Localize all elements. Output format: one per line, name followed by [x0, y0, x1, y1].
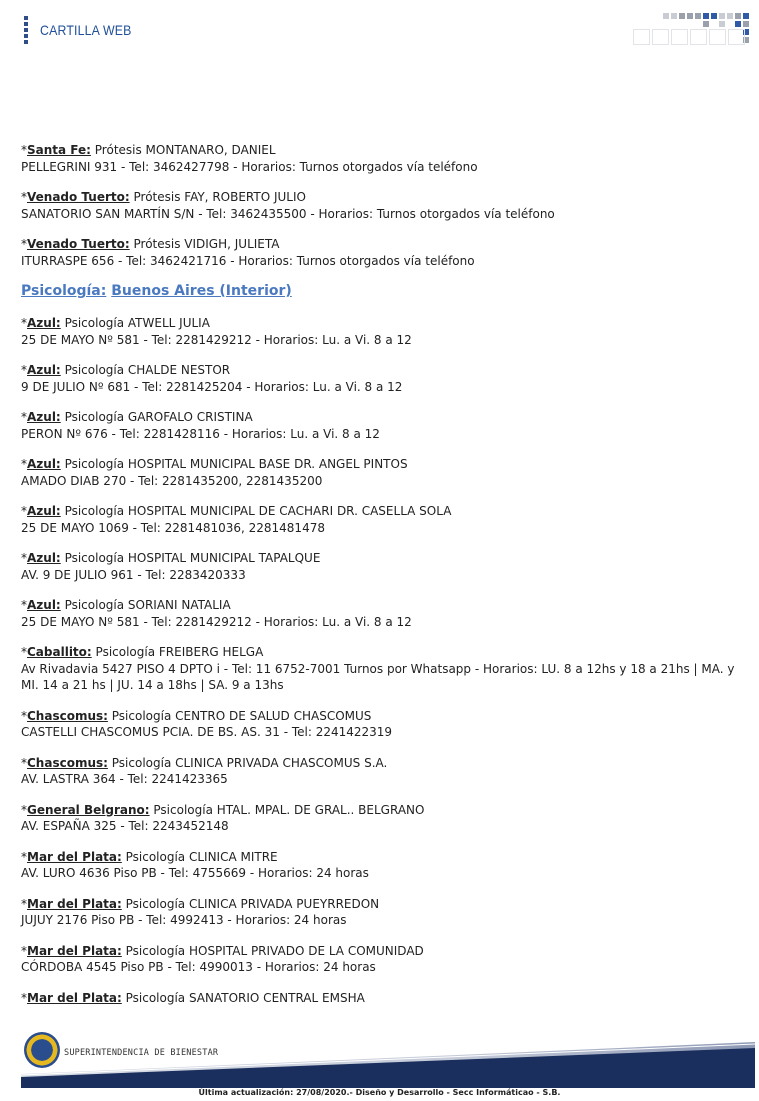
- grid-outline: [709, 29, 726, 45]
- footer-banner: [21, 1030, 755, 1088]
- entry-heading: *Chascomus: Psicología CLINICA PRIVADA CHASCOMUS S.A.: [21, 755, 388, 770]
- entry-list: [21, 315, 745, 1006]
- grid-square: [663, 13, 669, 19]
- entry-city-link[interactable]: Azul:: [27, 598, 61, 612]
- entry-service: Prótesis VIDIGH, JULIETA: [133, 237, 280, 251]
- entry-city-link[interactable]: Azul:: [27, 410, 61, 424]
- grid-square: [719, 13, 725, 19]
- entry-service: Psicología ATWELL JULIA: [64, 316, 210, 330]
- entry-city-link[interactable]: Mar del Plata:: [27, 943, 122, 958]
- section-category[interactable]: Psicología:: [21, 283, 107, 299]
- grid-square: [679, 13, 685, 19]
- directory-entry: [21, 597, 745, 630]
- entry-city-link[interactable]: Mar del Plata:: [27, 896, 122, 911]
- header-grid-decoration: [633, 13, 755, 47]
- grid-outline: [690, 29, 707, 45]
- directory-entry: [21, 644, 745, 694]
- entry-heading: *Azul: Psicología HOSPITAL MUNICIPAL TAPALQUE: [21, 551, 321, 565]
- institution-seal-icon: [24, 1032, 60, 1068]
- directory-entry: [21, 755, 745, 788]
- entry-city-link[interactable]: Venado Tuerto:: [27, 190, 130, 204]
- directory-entry: [21, 142, 745, 175]
- entry-city-link[interactable]: Azul:: [27, 457, 61, 471]
- entry-heading: *Azul: Psicología ATWELL JULIA: [21, 316, 210, 330]
- entry-service: Psicología CHALDE NESTOR: [64, 363, 231, 377]
- entry-city-link[interactable]: Mar del Plata:: [27, 849, 122, 864]
- page-header: [0, 0, 759, 60]
- entry-city-link[interactable]: Venado Tuerto:: [27, 237, 130, 251]
- entry-service: Psicología HOSPITAL MUNICIPAL TAPALQUE: [64, 551, 321, 565]
- footer-update-note: Última actualización: 27/08/2020.- Diseño y Desarrollo - Secc Informáticao - S.B.: [198, 1088, 561, 1097]
- grid-outline: [633, 29, 650, 45]
- directory-entry: [21, 990, 745, 1007]
- entry-detail: CASTELLI CHASCOMUS PCIA. DE BS. AS. 31 - Tel: 2241422319: [21, 725, 393, 739]
- entry-service: Psicología CLINICA PRIVADA PUEYRREDON: [125, 896, 380, 911]
- entry-service: Psicología FREIBERG HELGA: [95, 645, 264, 659]
- section-title[interactable]: [21, 283, 745, 299]
- directory-entry: [21, 362, 745, 395]
- entry-heading: *Azul: Psicología GAROFALO CRISTINA: [21, 410, 253, 424]
- directory-entry: [21, 802, 745, 835]
- entry-service: Psicología SANATORIO CENTRAL EMSHA: [125, 990, 365, 1005]
- entry-service: Psicología HOSPITAL PRIVADO DE LA COMUNIDAD: [125, 943, 424, 958]
- entry-heading: *Venado Tuerto: Prótesis FAY, ROBERTO JULIO: [21, 190, 306, 204]
- directory-entry: [21, 896, 745, 929]
- entry-service: Prótesis FAY, ROBERTO JULIO: [133, 190, 306, 204]
- entry-heading: *Venado Tuerto: Prótesis VIDIGH, JULIETA: [21, 237, 280, 251]
- entry-heading: *Mar del Plata: Psicología CLINICA MITRE: [21, 849, 278, 864]
- entry-service: Psicología HTAL. MPAL. DE GRAL.. BELGRANO: [153, 802, 425, 817]
- entry-heading: *Santa Fe: Prótesis MONTANARO, DANIEL: [21, 143, 276, 157]
- directory-entry: [21, 409, 745, 442]
- footer-org-name: SUPERINTENDENCIA DE BIENESTAR: [64, 1048, 219, 1058]
- directory-entry: [21, 315, 745, 348]
- entry-heading: *Azul: Psicología SORIANI NATALIA: [21, 598, 231, 612]
- directory-entry: [21, 943, 745, 976]
- directory-entry: [21, 236, 745, 269]
- grid-outline: [728, 29, 745, 45]
- grid-square: [703, 21, 709, 27]
- entry-heading: *General Belgrano: Psicología HTAL. MPAL. DE GRAL.. BELGRANO: [21, 802, 425, 817]
- entry-city-link[interactable]: Azul:: [27, 551, 61, 565]
- entry-detail: JUJUY 2176 Piso PB - Tel: 4992413 - Horarios: 24 horas: [21, 913, 347, 927]
- grid-square: [719, 21, 725, 27]
- entry-detail: 9 DE JULIO Nº 681 - Tel: 2281425204 - Horarios: Lu. a Vi. 8 a 12: [21, 379, 403, 394]
- entry-heading: *Caballito: Psicología FREIBERG HELGA: [21, 645, 264, 659]
- directory-entry: [21, 550, 745, 583]
- grid-square: [727, 13, 733, 19]
- page-footer: [21, 1030, 755, 1088]
- entry-city-link[interactable]: Santa Fe:: [27, 143, 91, 157]
- entry-city-link[interactable]: Chascomus:: [27, 708, 108, 723]
- entry-detail: 25 DE MAYO Nº 581 - Tel: 2281429212 - Horarios: Lu. a Vi. 8 a 12: [21, 332, 412, 347]
- grid-outline: [652, 29, 669, 45]
- directory-entry: [21, 189, 745, 222]
- directory-content: [21, 142, 745, 1020]
- header-accent-bar: [24, 16, 28, 46]
- entry-city-link[interactable]: Azul:: [27, 363, 61, 377]
- grid-square: [671, 13, 677, 19]
- header-title: CARTILLA WEB: [40, 22, 132, 38]
- entry-city-link[interactable]: Azul:: [27, 316, 61, 330]
- entry-detail: AV. ESPAÑA 325 - Tel: 2243452148: [21, 819, 229, 833]
- entry-detail: Av Rivadavia 5427 PISO 4 DPTO i - Tel: 11 6752-7001 Turnos por Whatsapp - Horarios: LU. 8 a 12hs y 18 a 21hs | MA. y MI. 14 a 21 hs | JU. 14 a 18hs | SA. 9 a 13hs: [21, 661, 735, 692]
- entry-heading: *Azul: Psicología CHALDE NESTOR: [21, 363, 231, 377]
- grid-square: [735, 21, 741, 27]
- entry-service: Psicología HOSPITAL MUNICIPAL BASE DR. ANGEL PINTOS: [64, 457, 408, 471]
- grid-square: [703, 13, 709, 19]
- entry-detail: AV. LURO 4636 Piso PB - Tel: 4755669 - Horarios: 24 horas: [21, 866, 369, 880]
- entry-service: Psicología CLINICA MITRE: [125, 849, 278, 864]
- entry-detail: 25 DE MAYO Nº 581 - Tel: 2281429212 - Horarios: Lu. a Vi. 8 a 12: [21, 614, 412, 629]
- entry-city-link[interactable]: Mar del Plata:: [27, 990, 122, 1005]
- entry-city-link[interactable]: Caballito:: [27, 645, 92, 659]
- entry-detail: AV. 9 DE JULIO 961 - Tel: 2283420333: [21, 567, 246, 582]
- entry-heading: *Mar del Plata: Psicología HOSPITAL PRIVADO DE LA COMUNIDAD: [21, 943, 424, 958]
- entry-service: Psicología CLINICA PRIVADA CHASCOMUS S.A.: [111, 755, 388, 770]
- directory-entry: [21, 708, 745, 741]
- entry-detail: PERON Nº 676 - Tel: 2281428116 - Horarios: Lu. a Vi. 8 a 12: [21, 426, 380, 441]
- entry-detail: CÓRDOBA 4545 Piso PB - Tel: 4990013 - Horarios: 24 horas: [21, 960, 376, 974]
- entry-heading: *Azul: Psicología HOSPITAL MUNICIPAL BASE DR. ANGEL PINTOS: [21, 457, 408, 471]
- directory-entry: [21, 503, 745, 536]
- grid-square: [743, 13, 749, 19]
- entry-service: Psicología SORIANI NATALIA: [64, 598, 231, 612]
- entry-detail: 25 DE MAYO 1069 - Tel: 2281481036, 2281481478: [21, 520, 325, 535]
- entry-heading: *Mar del Plata: Psicología CLINICA PRIVADA PUEYRREDON: [21, 896, 380, 911]
- grid-square: [743, 21, 749, 27]
- entry-heading: *Chascomus: Psicología CENTRO DE SALUD CHASCOMUS: [21, 708, 372, 723]
- grid-square: [735, 13, 741, 19]
- entry-detail: AV. LASTRA 364 - Tel: 2241423365: [21, 772, 228, 786]
- grid-square: [687, 13, 693, 19]
- entry-service: Prótesis MONTANARO, DANIEL: [94, 143, 276, 157]
- directory-entry: [21, 849, 745, 882]
- directory-entry: [21, 456, 745, 489]
- grid-outline: [671, 29, 688, 45]
- entry-city-link[interactable]: General Belgrano:: [27, 802, 150, 817]
- entry-city-link[interactable]: Azul:: [27, 504, 61, 518]
- entry-detail: SANATORIO SAN MARTÍN S/N - Tel: 3462435500 - Horarios: Turnos otorgados vía teléfono: [21, 206, 555, 221]
- entry-detail: ITURRASPE 656 - Tel: 3462421716 - Horarios: Turnos otorgados vía teléfono: [21, 253, 475, 268]
- entry-detail: PELLEGRINI 931 - Tel: 3462427798 - Horarios: Turnos otorgados vía teléfono: [21, 159, 478, 174]
- entry-service: Psicología HOSPITAL MUNICIPAL DE CACHARI DR. CASELLA SOLA: [64, 504, 452, 518]
- entry-detail: AMADO DIAB 270 - Tel: 2281435200, 2281435200: [21, 473, 323, 488]
- entry-service: Psicología CENTRO DE SALUD CHASCOMUS: [111, 708, 372, 723]
- entry-heading: *Mar del Plata: Psicología SANATORIO CENTRAL EMSHA: [21, 990, 365, 1005]
- entry-service: Psicología GAROFALO CRISTINA: [64, 410, 253, 424]
- grid-square: [695, 13, 701, 19]
- entry-heading: *Azul: Psicología HOSPITAL MUNICIPAL DE CACHARI DR. CASELLA SOLA: [21, 504, 452, 518]
- section-region[interactable]: Buenos Aires (Interior): [111, 283, 292, 299]
- top-entry-list: [21, 142, 745, 269]
- grid-square: [711, 13, 717, 19]
- entry-city-link[interactable]: Chascomus:: [27, 755, 108, 770]
